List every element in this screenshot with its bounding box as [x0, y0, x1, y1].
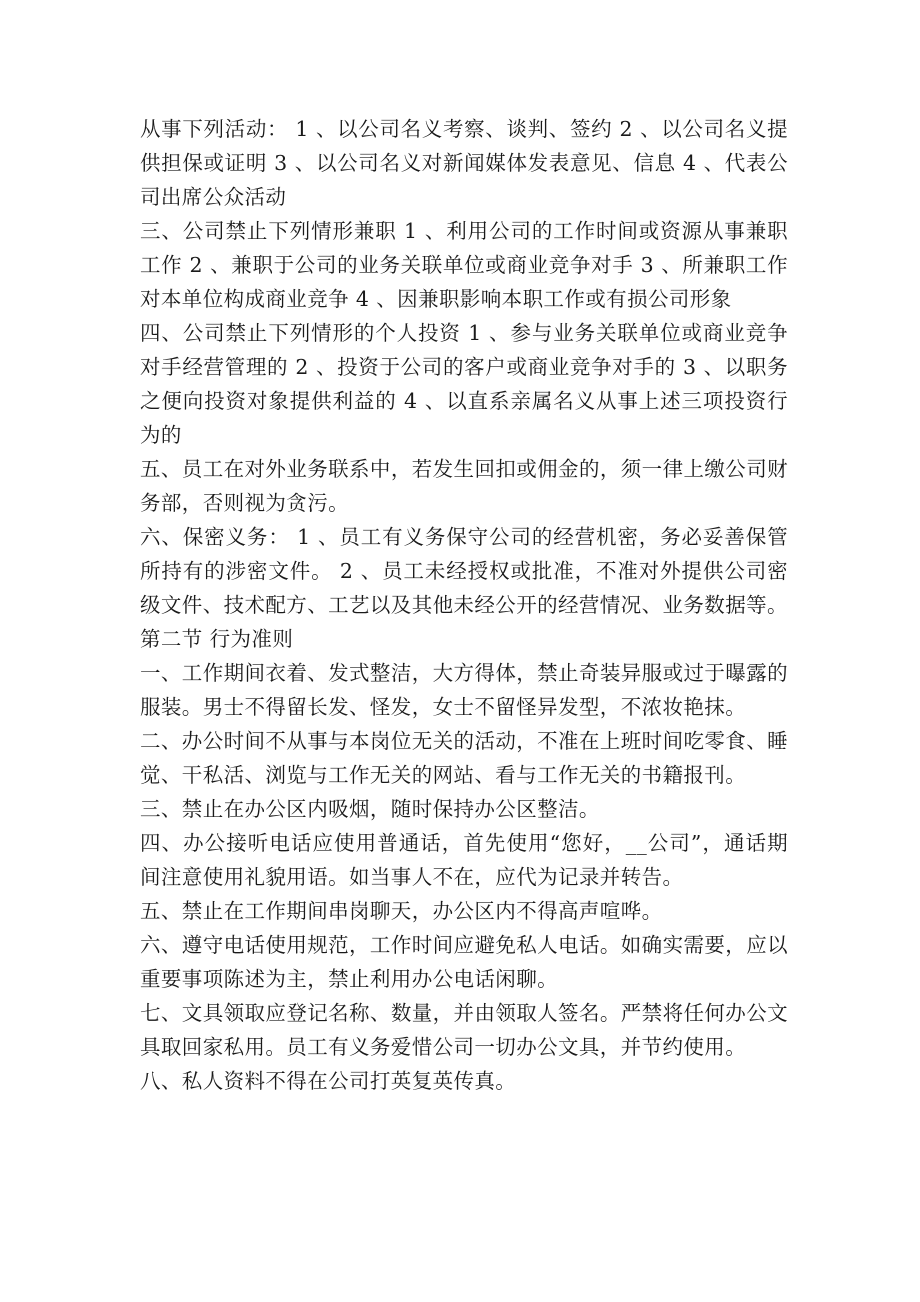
paragraph-investment-prohibition: 四、公司禁止下列情形的个人投资 1 、参与业务关联单位或商业竞争对手经营管理的 2 、投资于公司的客户或商业竞争对手的 3 、以职务之便向投资对象提供利益的 4 、以直系亲属名义从事上述三项投资行为的 [140, 321, 788, 447]
paragraph-part-time-prohibition: 三、公司禁止下列情形兼职 1 、利用公司的工作时间或资源从事兼职工作 2 、兼职于公司的业务关联单位或商业竞争对手 3 、所兼职工作对本单位构成商业竞争 4 、因兼职影响本职工作或有损公司形象 [140, 219, 788, 311]
section-heading: 第二节 行为准则 [140, 627, 294, 651]
paragraph-office-hours: 二、办公时间不从事与本岗位无关的活动，不准在上班时间吃零食、睡觉、干私活、浏览与工作无关的网站、看与工作无关的书籍报刊。 [140, 729, 788, 787]
paragraph-stationery: 七、文具领取应登记名称、数量，并由领取人签名。严禁将任何办公文具取回家私用。员工有义务爱惜公司一切办公文具，并节约使用。 [140, 1001, 788, 1059]
paragraph-activities: 从事下列活动： 1 、以公司名义考察、谈判、签约 2 、以公司名义提供担保或证明 3 、以公司名义对新闻媒体发表意见、信息 4 、代表公司出席公众活动 [140, 117, 788, 209]
paragraph-private-materials: 八、私人资料不得在公司打英复英传真。 [140, 1069, 517, 1093]
paragraph-commission: 五、员工在对外业务联系中，若发生回扣或佣金的，须一律上缴公司财务部，否则视为贪污。 [140, 457, 788, 515]
paragraph-confidentiality: 六、保密义务： 1 、员工有义务保守公司的经营机密，务必妥善保管所持有的涉密文件。 2 、员工未经授权或批准，不准对外提供公司密级文件、技术配方、工艺以及其他未经公开的经营情况、业务数据等。 [140, 525, 788, 617]
paragraph-phone-usage: 六、遵守电话使用规范，工作时间应避免私人电话。如确实需要，应以重要事项陈述为主，禁止利用办公电话闲聊。 [140, 933, 788, 991]
paragraph-phone-etiquette: 四、办公接听电话应使用普通话，首先使用“您好，__公司”，通话期间注意使用礼貌用语。如当事人不在，应代为记录并转告。 [140, 831, 788, 889]
paragraph-no-chatting: 五、禁止在工作期间串岗聊天，办公区内不得高声喧哗。 [140, 899, 663, 923]
document-body [140, 112, 788, 1098]
paragraph-dress-code: 一、工作期间衣着、发式整洁，大方得体，禁止奇装异服或过于曝露的服装。男士不得留长发、怪发，女士不留怪异发型，不浓妆艳抹。 [140, 661, 788, 719]
paragraph-no-smoking: 三、禁止在办公区内吸烟，随时保持办公区整洁。 [140, 797, 600, 821]
